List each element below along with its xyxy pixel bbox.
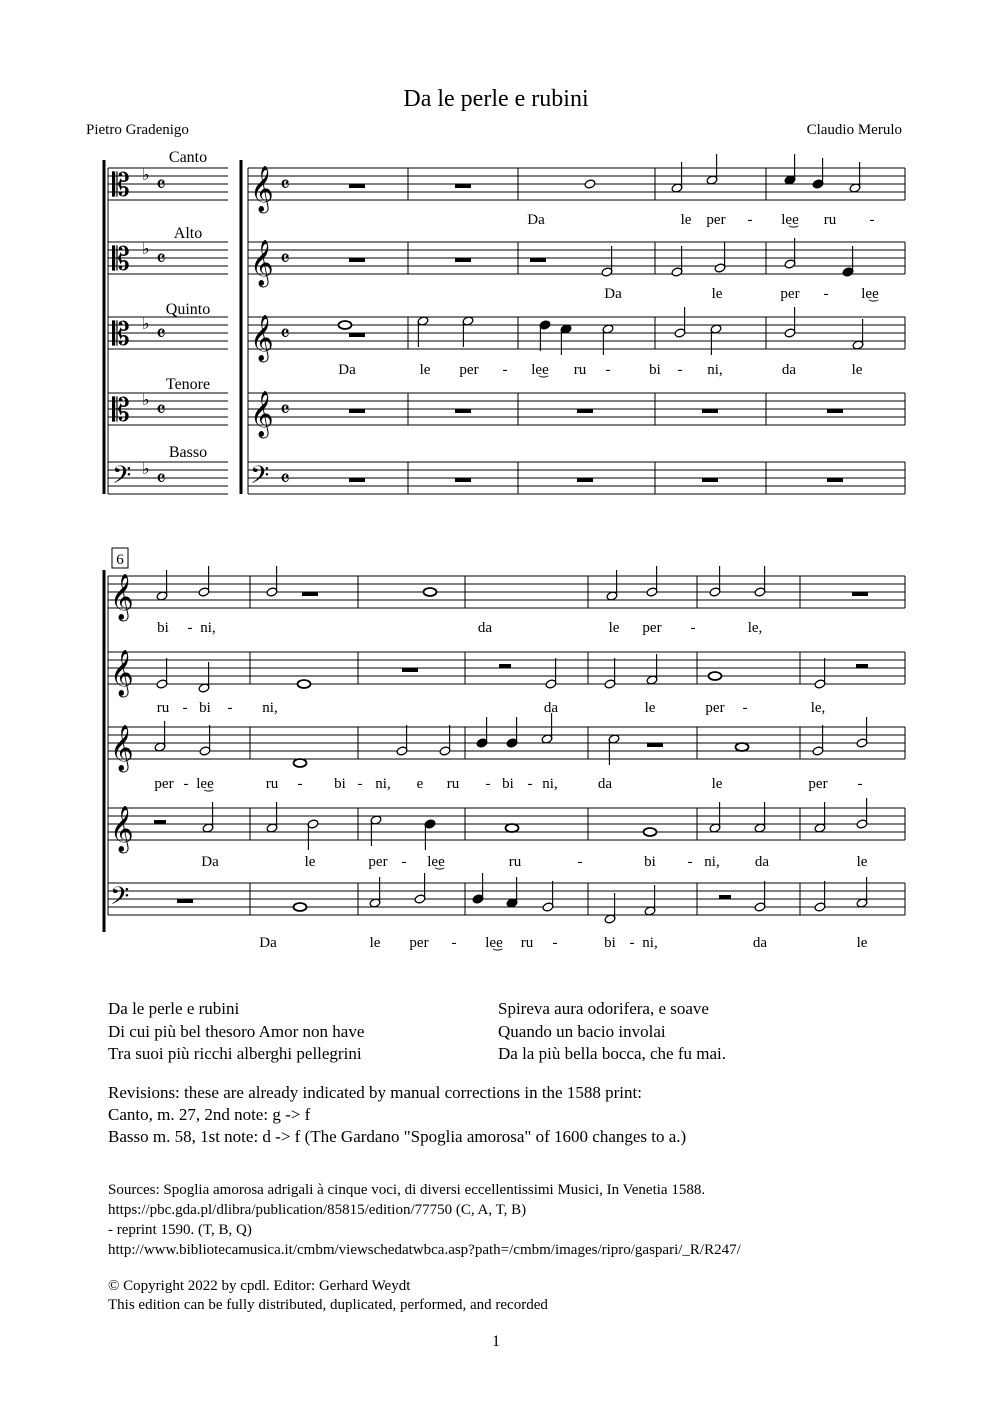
canto2-lyric: da: [477, 620, 493, 636]
canto2-lyric: le: [608, 620, 620, 636]
source-line: - reprint 1590. (T, B, Q): [108, 1222, 252, 1238]
tenore2-lyric: le͜e: [427, 854, 445, 870]
alto2-lyric: -: [742, 700, 748, 716]
tenore2-lyric: ru: [508, 854, 522, 870]
tenore2-lyric: ni,: [704, 854, 720, 870]
basso2-lyric: -: [451, 935, 457, 951]
copyright-line: © Copyright 2022 by cpdl. Editor: Gerhard Weydt: [108, 1278, 411, 1294]
whole-rest: [455, 184, 471, 188]
whole-rest: [455, 258, 471, 262]
sources-notes: [108, 1180, 741, 1260]
alto2-lyric: bi: [199, 700, 211, 716]
basso2-lyric: le: [369, 935, 381, 951]
alto-clef-icon: 𝄡: [112, 315, 130, 353]
treble-clef-icon: 𝄞: [110, 574, 134, 620]
note: [584, 179, 596, 189]
whole-rest: [349, 333, 365, 337]
quinto2-lyric: ru: [265, 776, 279, 792]
half-rest: [499, 664, 511, 668]
quinto2-lyric: per: [808, 776, 828, 792]
alto2-lyric: -: [227, 700, 233, 716]
quinto2-lyric: le: [711, 776, 723, 792]
basso2-lyric: Da: [259, 935, 277, 951]
whole-note: [644, 828, 657, 836]
whole-rest: [349, 478, 365, 482]
flat-sign-icon: ♭: [142, 165, 150, 184]
quinto-lyric: da: [781, 362, 797, 378]
quinto-lyric: -: [502, 362, 508, 378]
revision-line: Revisions: these are already indicated by manual corrections in the 1588 print:: [108, 1083, 642, 1102]
alto-lyric: per: [780, 286, 800, 302]
treble-clef-icon: 𝄞: [110, 650, 134, 696]
canto-lyric: per: [706, 212, 726, 228]
quinto2-lyric: bi: [334, 776, 346, 792]
flat-sign-icon: ♭: [142, 459, 150, 478]
whole-rest: [455, 409, 471, 413]
whole-rest: [349, 184, 365, 188]
canto-lyric: Da: [527, 212, 545, 228]
treble-clef-icon: 𝄞: [250, 240, 274, 286]
canto-lyric: le͜e: [781, 212, 799, 228]
tenore2-lyric: per: [368, 854, 388, 870]
whole-rest: [349, 258, 365, 262]
quinto2-lyric: bi: [502, 776, 514, 792]
tenore2-lyric: le: [304, 854, 316, 870]
whole-note: [294, 903, 307, 911]
voice-label: Alto: [173, 225, 203, 242]
quinto2-lyric: -: [857, 776, 863, 792]
alto-lyric: le͜e: [861, 286, 879, 302]
canto-lyric: le: [680, 212, 692, 228]
whole-rest: [852, 592, 868, 596]
whole-rest: [577, 478, 593, 482]
voice-label: Canto: [168, 149, 208, 166]
bass-clef-icon: 𝄢: [250, 461, 270, 496]
page-title: Da le perle e rubini: [403, 86, 589, 112]
flat-sign-icon: ♭: [142, 239, 150, 258]
alto-clef-icon: 𝄡: [112, 240, 130, 278]
whole-rest: [455, 478, 471, 482]
common-time-icon: 𝄴: [156, 322, 166, 347]
page-number: 1: [492, 1333, 500, 1350]
basso2-lyric: -: [629, 935, 635, 951]
tenore2-lyric: le: [856, 854, 868, 870]
whole-note: [339, 321, 352, 329]
poem-line: Spireva aura odorifera, e soave: [498, 999, 709, 1018]
canto2-lyric: ni,: [200, 620, 216, 636]
basso2-lyric: bi: [604, 935, 616, 951]
poet-name: Pietro Gradenigo: [86, 122, 189, 138]
tenore2-lyric: Da: [201, 854, 219, 870]
half-rest: [856, 664, 868, 668]
score-system-1: [104, 149, 905, 496]
whole-note: [736, 743, 749, 751]
quinto2-lyric: ni,: [542, 776, 558, 792]
basso2-lyric: le: [856, 935, 868, 951]
basso2-lyric: -: [552, 935, 558, 951]
alto2-lyric: le: [644, 700, 656, 716]
bass-clef-icon: 𝄢: [110, 882, 130, 917]
whole-rest: [647, 743, 663, 747]
quinto2-lyric: per: [154, 776, 174, 792]
alto2-lyric: da: [543, 700, 559, 716]
common-time-icon: 𝄴: [280, 322, 290, 347]
alto-lyric: -: [823, 286, 829, 302]
treble-clef-icon: 𝄞: [110, 725, 134, 771]
quinto-lyric: bi: [649, 362, 661, 378]
quinto2-lyric: -: [485, 776, 491, 792]
common-time-icon: 𝄴: [280, 398, 290, 423]
whole-rest: [827, 409, 843, 413]
alto2-lyric: ni,: [262, 700, 278, 716]
tenore2-lyric: da: [754, 854, 770, 870]
basso2-lyric: ru: [520, 935, 534, 951]
alto2-lyric: -: [182, 700, 188, 716]
source-link[interactable]: http://www.bibliotecamusica.it/cmbm/viewschedatwbca.asp?path=/cmbm/images/ripro/gaspari/_R/R247/: [108, 1242, 741, 1258]
source-link[interactable]: https://pbc.gda.pl/dlibra/publication/85815/edition/77750 (C, A, T, B): [108, 1202, 527, 1218]
canto2-lyric: bi: [157, 620, 169, 636]
quinto-lyric: -: [677, 362, 683, 378]
license-line: This edition can be fully distributed, duplicated, performed, and recorded: [108, 1297, 548, 1313]
common-time-icon: 𝄴: [156, 173, 166, 198]
canto-lyric: ru: [823, 212, 837, 228]
alto-clef-icon: 𝄡: [112, 166, 130, 204]
quinto-lyric: le͜e: [531, 362, 549, 378]
whole-rest: [402, 668, 418, 672]
quinto-lyric: le: [419, 362, 431, 378]
voice-label: Quinto: [165, 301, 211, 318]
poem-stanza-left: [108, 998, 364, 1066]
treble-clef-icon: 𝄞: [250, 315, 274, 361]
quinto2-lyric: -: [527, 776, 533, 792]
measure-number: 6: [116, 552, 124, 568]
whole-note: [424, 588, 437, 596]
revision-line: Canto, m. 27, 2nd note: g -> f: [108, 1105, 311, 1124]
score-system-2: [104, 548, 905, 932]
whole-rest: [577, 409, 593, 413]
whole-rest: [349, 409, 365, 413]
common-time-icon: 𝄴: [156, 467, 166, 492]
poem-line: Da le perle e rubini: [108, 999, 240, 1018]
whole-rest: [827, 478, 843, 482]
composer-name: Claudio Merulo: [806, 122, 902, 138]
basso2-lyric: per: [409, 935, 429, 951]
whole-rest: [177, 899, 193, 903]
flat-sign-icon: ♭: [142, 314, 150, 333]
quinto-lyric: ni,: [707, 362, 723, 378]
quinto2-lyric: -: [357, 776, 363, 792]
canto2-lyric: -: [690, 620, 696, 636]
whole-rest: [530, 258, 546, 262]
basso2-lyric: da: [752, 935, 768, 951]
common-time-icon: 𝄴: [280, 467, 290, 492]
canto-lyric: -: [869, 212, 875, 228]
voice-label: Basso: [168, 444, 208, 461]
treble-clef-icon: 𝄞: [110, 806, 134, 852]
canto2-lyric: per: [642, 620, 662, 636]
treble-clef-icon: 𝄞: [250, 166, 274, 212]
canto2-lyric: -: [187, 620, 193, 636]
tenore2-lyric: -: [401, 854, 407, 870]
tenore2-lyric: -: [687, 854, 693, 870]
whole-note: [506, 824, 519, 832]
common-time-icon: 𝄴: [280, 173, 290, 198]
tenore2-lyric: bi: [644, 854, 656, 870]
quinto2-lyric: -: [183, 776, 189, 792]
whole-note: [294, 759, 307, 767]
common-time-icon: 𝄴: [156, 398, 166, 423]
revision-line: Basso m. 58, 1st note: d -> f (The Gardano "Spoglia amorosa" of 1600 changes to a.): [108, 1127, 687, 1146]
alto-clef-icon: 𝄡: [112, 391, 130, 429]
alto-lyric: le: [711, 286, 723, 302]
treble-clef-icon: 𝄞: [250, 391, 274, 437]
tenore2-lyric: -: [577, 854, 583, 870]
whole-note: [298, 680, 311, 688]
revisions-notes: [108, 1082, 686, 1148]
quinto-lyric: Da: [338, 362, 356, 378]
poem-stanza-right: [498, 998, 726, 1066]
voice-label: Tenore: [165, 376, 211, 393]
whole-note: [709, 672, 722, 680]
half-rest: [719, 895, 731, 899]
poem-line: Da la più bella bocca, che fu mai.: [498, 1044, 726, 1063]
common-time-icon: 𝄴: [156, 247, 166, 272]
basso2-lyric: ni,: [642, 935, 658, 951]
quinto2-lyric: ru: [446, 776, 460, 792]
quinto-lyric: le: [851, 362, 863, 378]
alto2-lyric: ru: [156, 700, 170, 716]
copyright-notice: [108, 1277, 548, 1315]
quinto2-lyric: e: [416, 776, 424, 792]
quinto-lyric: per: [459, 362, 479, 378]
basso2-lyric: le͜e: [485, 935, 503, 951]
source-line: Sources: Spoglia amorosa adrigali à cinque voci, di diversi eccellentissimi Musici, In Venetia 1588.: [108, 1182, 706, 1198]
alto2-lyric: per: [705, 700, 725, 716]
alto2-lyric: le,: [810, 700, 826, 716]
canto2-lyric: le,: [747, 620, 763, 636]
canto-lyric: -: [747, 212, 753, 228]
bass-clef-icon: 𝄢: [112, 461, 132, 496]
quinto2-lyric: ni,: [375, 776, 391, 792]
quinto2-lyric: da: [597, 776, 613, 792]
poem-line: Quando un bacio involai: [498, 1021, 666, 1041]
flat-sign-icon: ♭: [142, 390, 150, 409]
poem-line: Di cui più bel thesoro Amor non have: [108, 1021, 365, 1041]
whole-rest: [702, 409, 718, 413]
quinto-lyric: -: [605, 362, 611, 378]
quinto2-lyric: le͜e: [196, 776, 214, 792]
quinto2-lyric: -: [297, 776, 303, 792]
alto-lyric: Da: [604, 286, 622, 302]
quinto-lyric: ru: [573, 362, 587, 378]
whole-rest: [302, 592, 318, 596]
half-rest: [154, 820, 166, 824]
whole-rest: [702, 478, 718, 482]
common-time-icon: 𝄴: [280, 247, 290, 272]
poem-line: Tra suoi più ricchi alberghi pellegrini: [108, 1044, 362, 1063]
